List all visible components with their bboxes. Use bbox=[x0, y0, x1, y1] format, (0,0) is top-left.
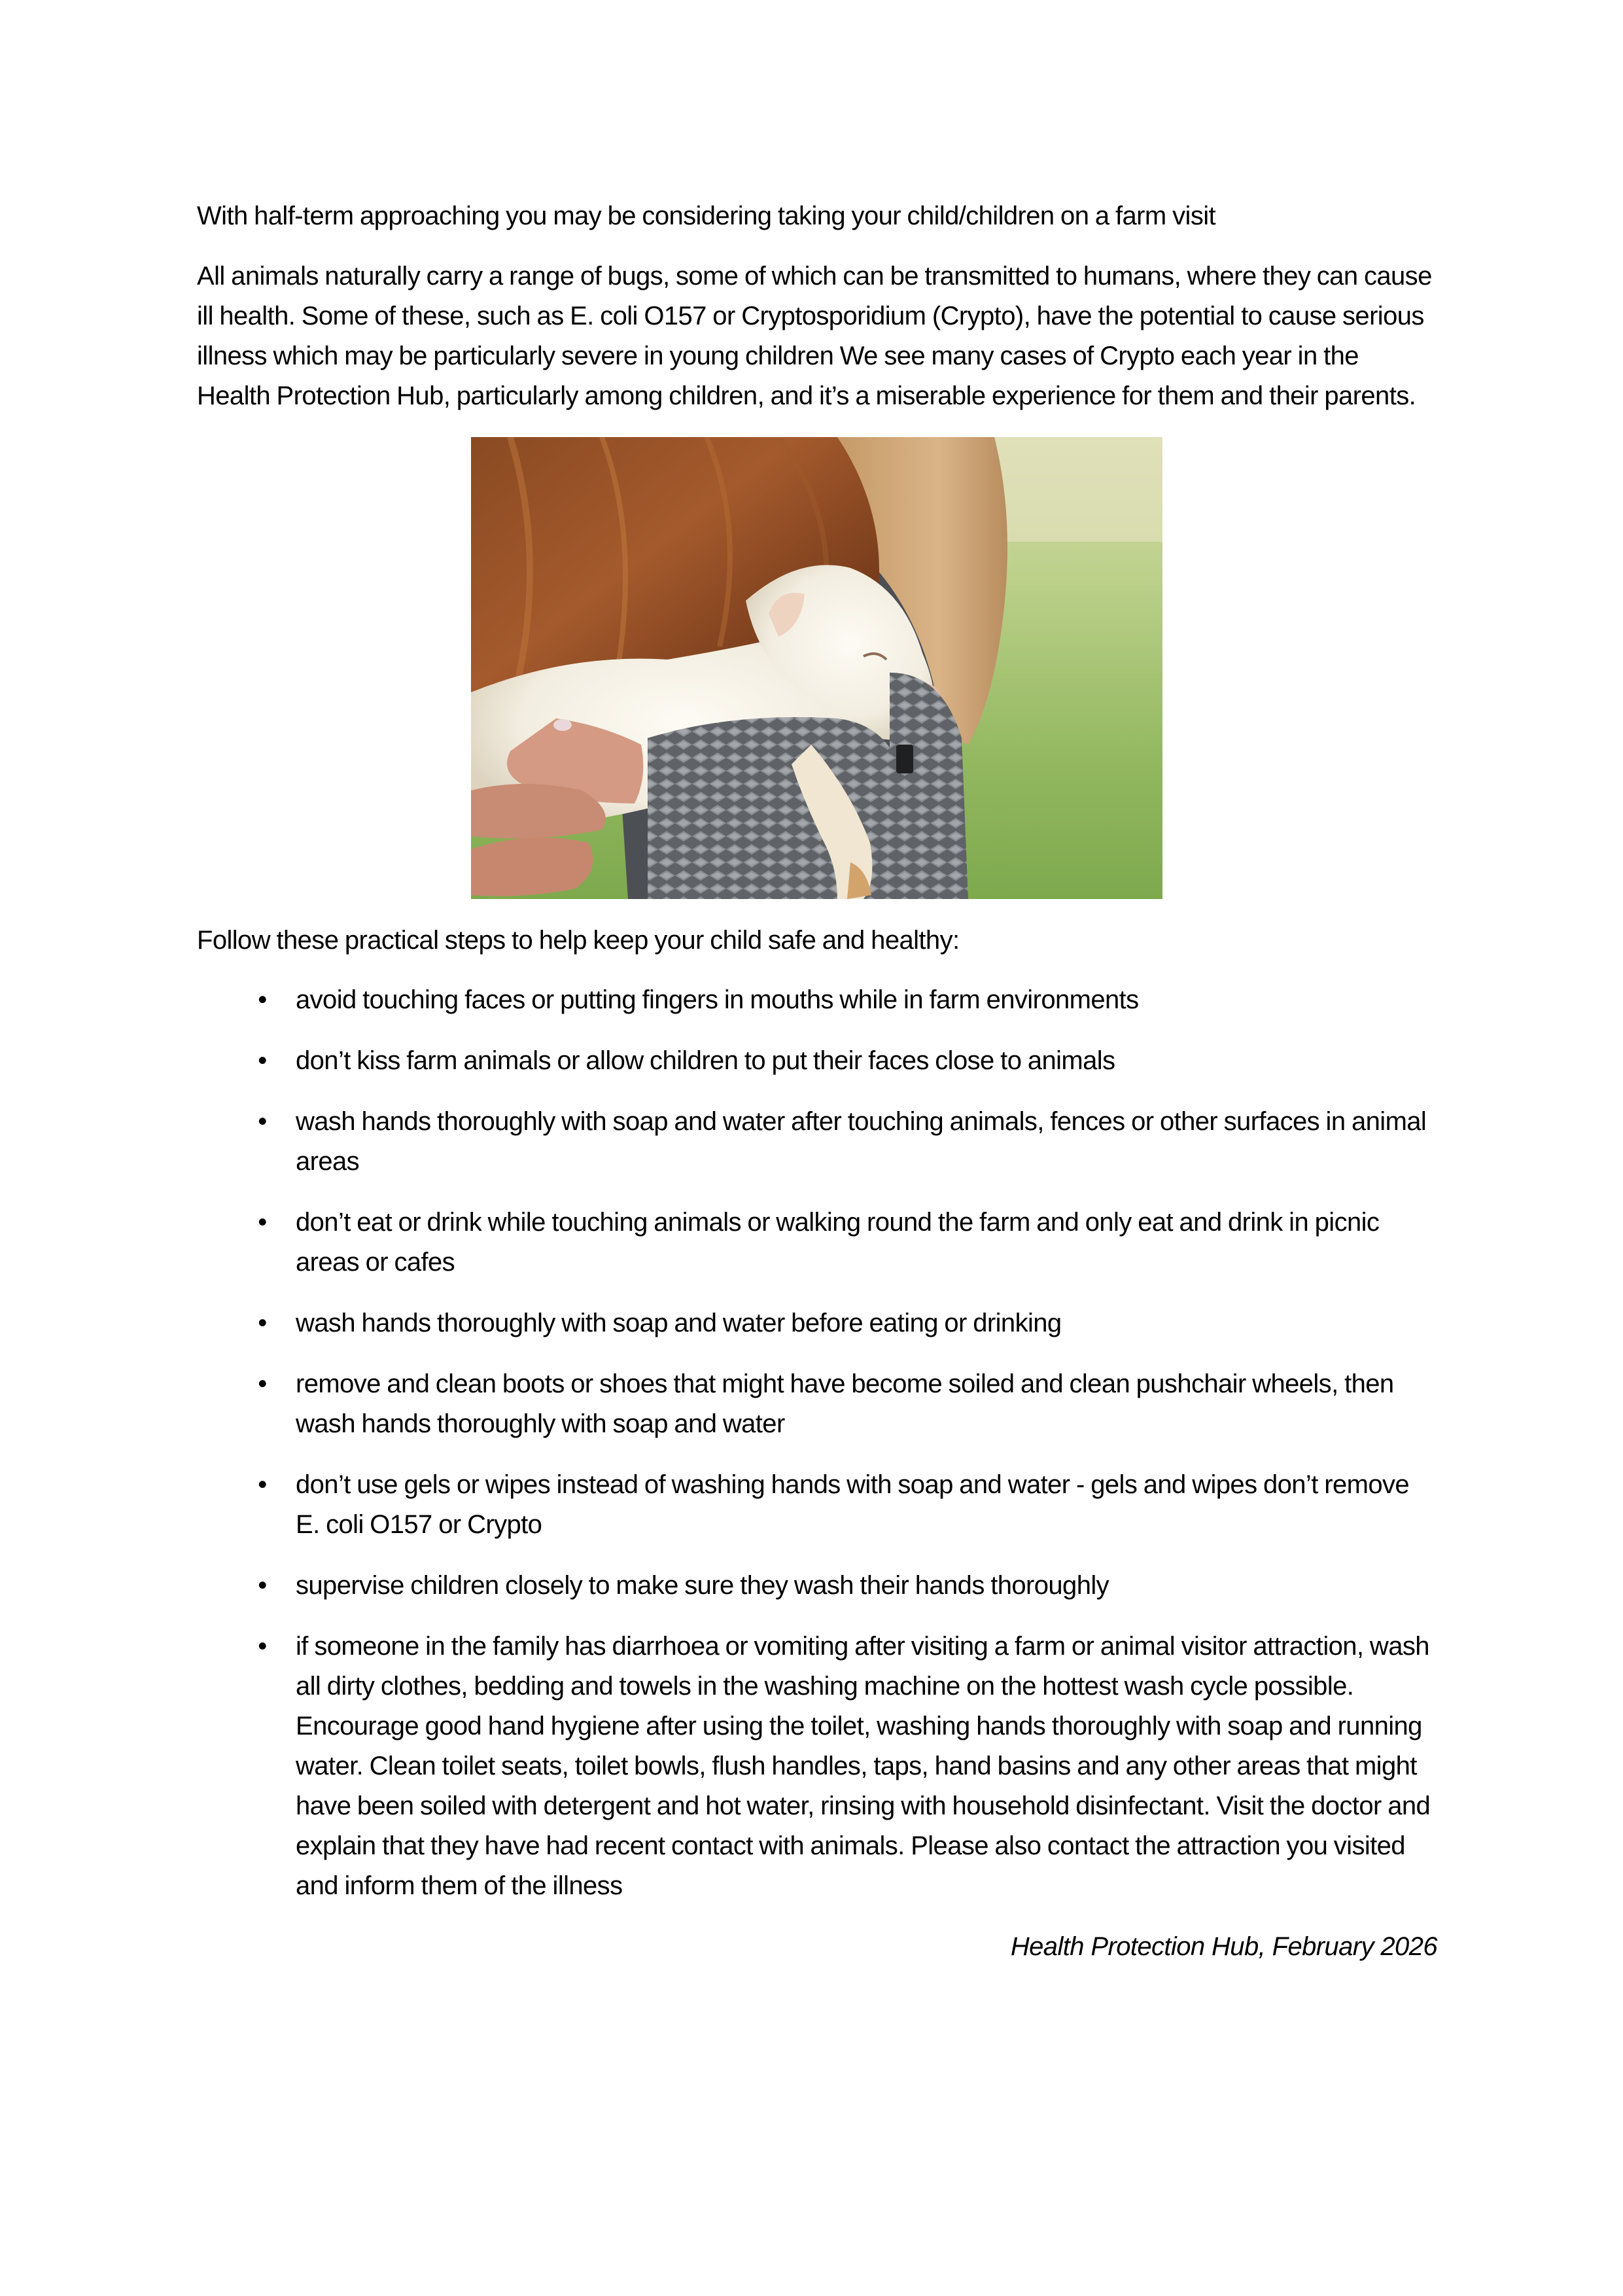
bullet-icon: • bbox=[258, 1208, 267, 1237]
step-text: remove and clean boots or shoes that might have become soiled and clean pushchair wheels, then wash hands thoroughly with soap and water bbox=[296, 1369, 1394, 1438]
bullet-icon: • bbox=[258, 1632, 267, 1661]
step-text: avoid touching faces or putting fingers in mouths while in farm environments bbox=[296, 985, 1139, 1014]
bullet-icon: • bbox=[258, 1107, 267, 1136]
list-item bbox=[197, 1303, 1437, 1343]
steps-intro: Follow these practical steps to help keep your child safe and healthy: bbox=[197, 926, 960, 955]
lamb-photo bbox=[471, 437, 1162, 899]
step-text: wash hands thoroughly with soap and water after touching animals, fences or other surfaces in animal areas bbox=[296, 1107, 1427, 1176]
safety-steps-list bbox=[197, 980, 1437, 1906]
bullet-icon: • bbox=[258, 1309, 267, 1337]
step-text: if someone in the family has diarrhoea or vomiting after visiting a farm or animal visitor attraction, wash all dirty clothes, bedding and towels in the washing machine on the hottest wash cycle possible. Encourage good hand hygiene after using the toilet, washing hands thoroughly with soap and running water. Clean toilet seats, toilet bowls, flush handles, taps, hand basins and any other areas that might have been soiled with detergent and hot water, rinsing with household disinfectant. Visit the doctor and explain that they have had recent contact with animals. Please also contact the attraction you visited and inform them of the illness bbox=[296, 1632, 1431, 1900]
document-content bbox=[197, 196, 1437, 1967]
step-text: don’t eat or drink while touching animals or walking round the farm and only eat and drink in picnic areas or cafes bbox=[296, 1208, 1380, 1277]
lamb-photo-illustration bbox=[471, 437, 1162, 899]
list-item bbox=[197, 1566, 1437, 1606]
step-text: don’t use gels or wipes instead of washing hands with soap and water - gels and wipes don’t remove E. coli O157 or Crypto bbox=[296, 1470, 1410, 1539]
list-item bbox=[197, 1102, 1437, 1182]
bullet-icon: • bbox=[258, 1369, 267, 1398]
warning-paragraph: All animals naturally carry a range of bugs, some of which can be transmitted to humans, where they can cause ill health. Some of these, such as E. coli O157 or Cryptosporidium (Crypto), have the potential to cause serious illness which may be particularly severe in young children We see many cases of Crypto each year in the Health Protection Hub, particularly among children, and it’s a miserable experience for them and their parents. bbox=[197, 262, 1432, 410]
list-item bbox=[197, 1203, 1437, 1282]
list-item bbox=[197, 1041, 1437, 1081]
bullet-icon: • bbox=[258, 1046, 267, 1075]
bullet-icon: • bbox=[258, 1571, 267, 1600]
list-item bbox=[197, 1364, 1437, 1444]
list-item bbox=[197, 1627, 1437, 1906]
list-item bbox=[197, 980, 1437, 1020]
step-text: wash hands thoroughly with soap and water before eating or drinking bbox=[296, 1309, 1062, 1337]
bullet-icon: • bbox=[258, 985, 267, 1014]
list-item bbox=[197, 1465, 1437, 1545]
step-text: don’t kiss farm animals or allow children to put their faces close to animals bbox=[296, 1046, 1115, 1075]
signature: Health Protection Hub, February 2026 bbox=[1010, 1932, 1437, 1961]
bullet-icon: • bbox=[258, 1470, 267, 1499]
intro-line: With half-term approaching you may be considering taking your child/children on a farm visit bbox=[197, 202, 1216, 230]
step-text: supervise children closely to make sure they wash their hands thoroughly bbox=[296, 1571, 1109, 1600]
